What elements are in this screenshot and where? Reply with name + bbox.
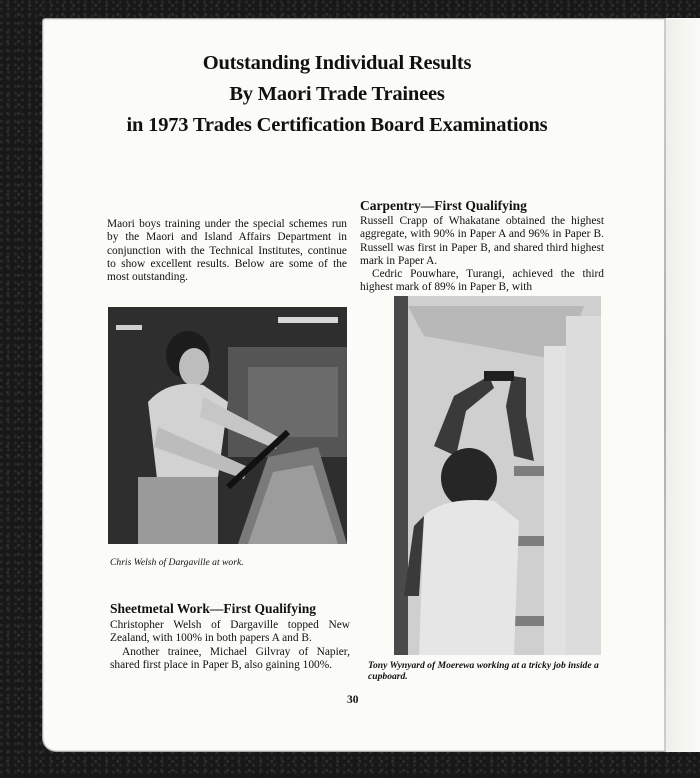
headline (42, 48, 632, 141)
sheetmetal-paragraph-1: Christopher Welsh of Dargaville topped New Zealand, with 100% in both papers A and B. (110, 619, 350, 645)
photo-sheetmetal-illustration (108, 307, 347, 544)
carpentry-heading: Carpentry—First Qualifying (360, 198, 527, 213)
sheetmetal-body (110, 619, 350, 672)
carpentry-paragraph-2: Cedric Pouwhare, Turangi, achieved the third highest mark of 89% in Paper B, with (360, 268, 604, 294)
sheetmetal-paragraph-2: Another trainee, Michael Gilvray of Napier, shared first place in Paper B, also gaining 100%. (110, 645, 350, 671)
facing-page-edge (666, 18, 700, 752)
photo-sheetmetal-worker (108, 307, 347, 544)
headline-line-1: Outstanding Individual Results (202, 52, 472, 74)
headline-line-3: in 1973 Trades Certification Board Examinations (126, 114, 548, 136)
page-number: 30 (347, 694, 359, 706)
photo-carpenter (394, 296, 601, 655)
carpentry-body (360, 215, 604, 295)
page-fold (664, 18, 666, 752)
photo-carpenter-caption: Tony Wynyard of Moerewa working at a tricky job inside a cupboard. (368, 660, 599, 682)
photo-carpenter-illustration (394, 296, 601, 655)
magazine-page (42, 18, 700, 752)
carpentry-paragraph-1: Russell Crapp of Whakatane obtained the highest aggregate, with 90% in Paper A and 96% in Paper B. Russell was first in Paper B, and shared third highest mark in Paper A. (360, 215, 604, 267)
headline-line-2: By Maori Trade Trainees (229, 83, 445, 105)
intro-paragraph: Maori boys training under the special schemes run by the Maori and Island Affairs Department in conjunction with the Technical Institutes, continue to show excellent results. Below are some of the most outstanding. (107, 218, 347, 284)
photo-sheetmetal-caption: Chris Welsh of Dargaville at work. (110, 557, 244, 568)
sheetmetal-heading: Sheetmetal Work—First Qualifying (110, 601, 316, 616)
